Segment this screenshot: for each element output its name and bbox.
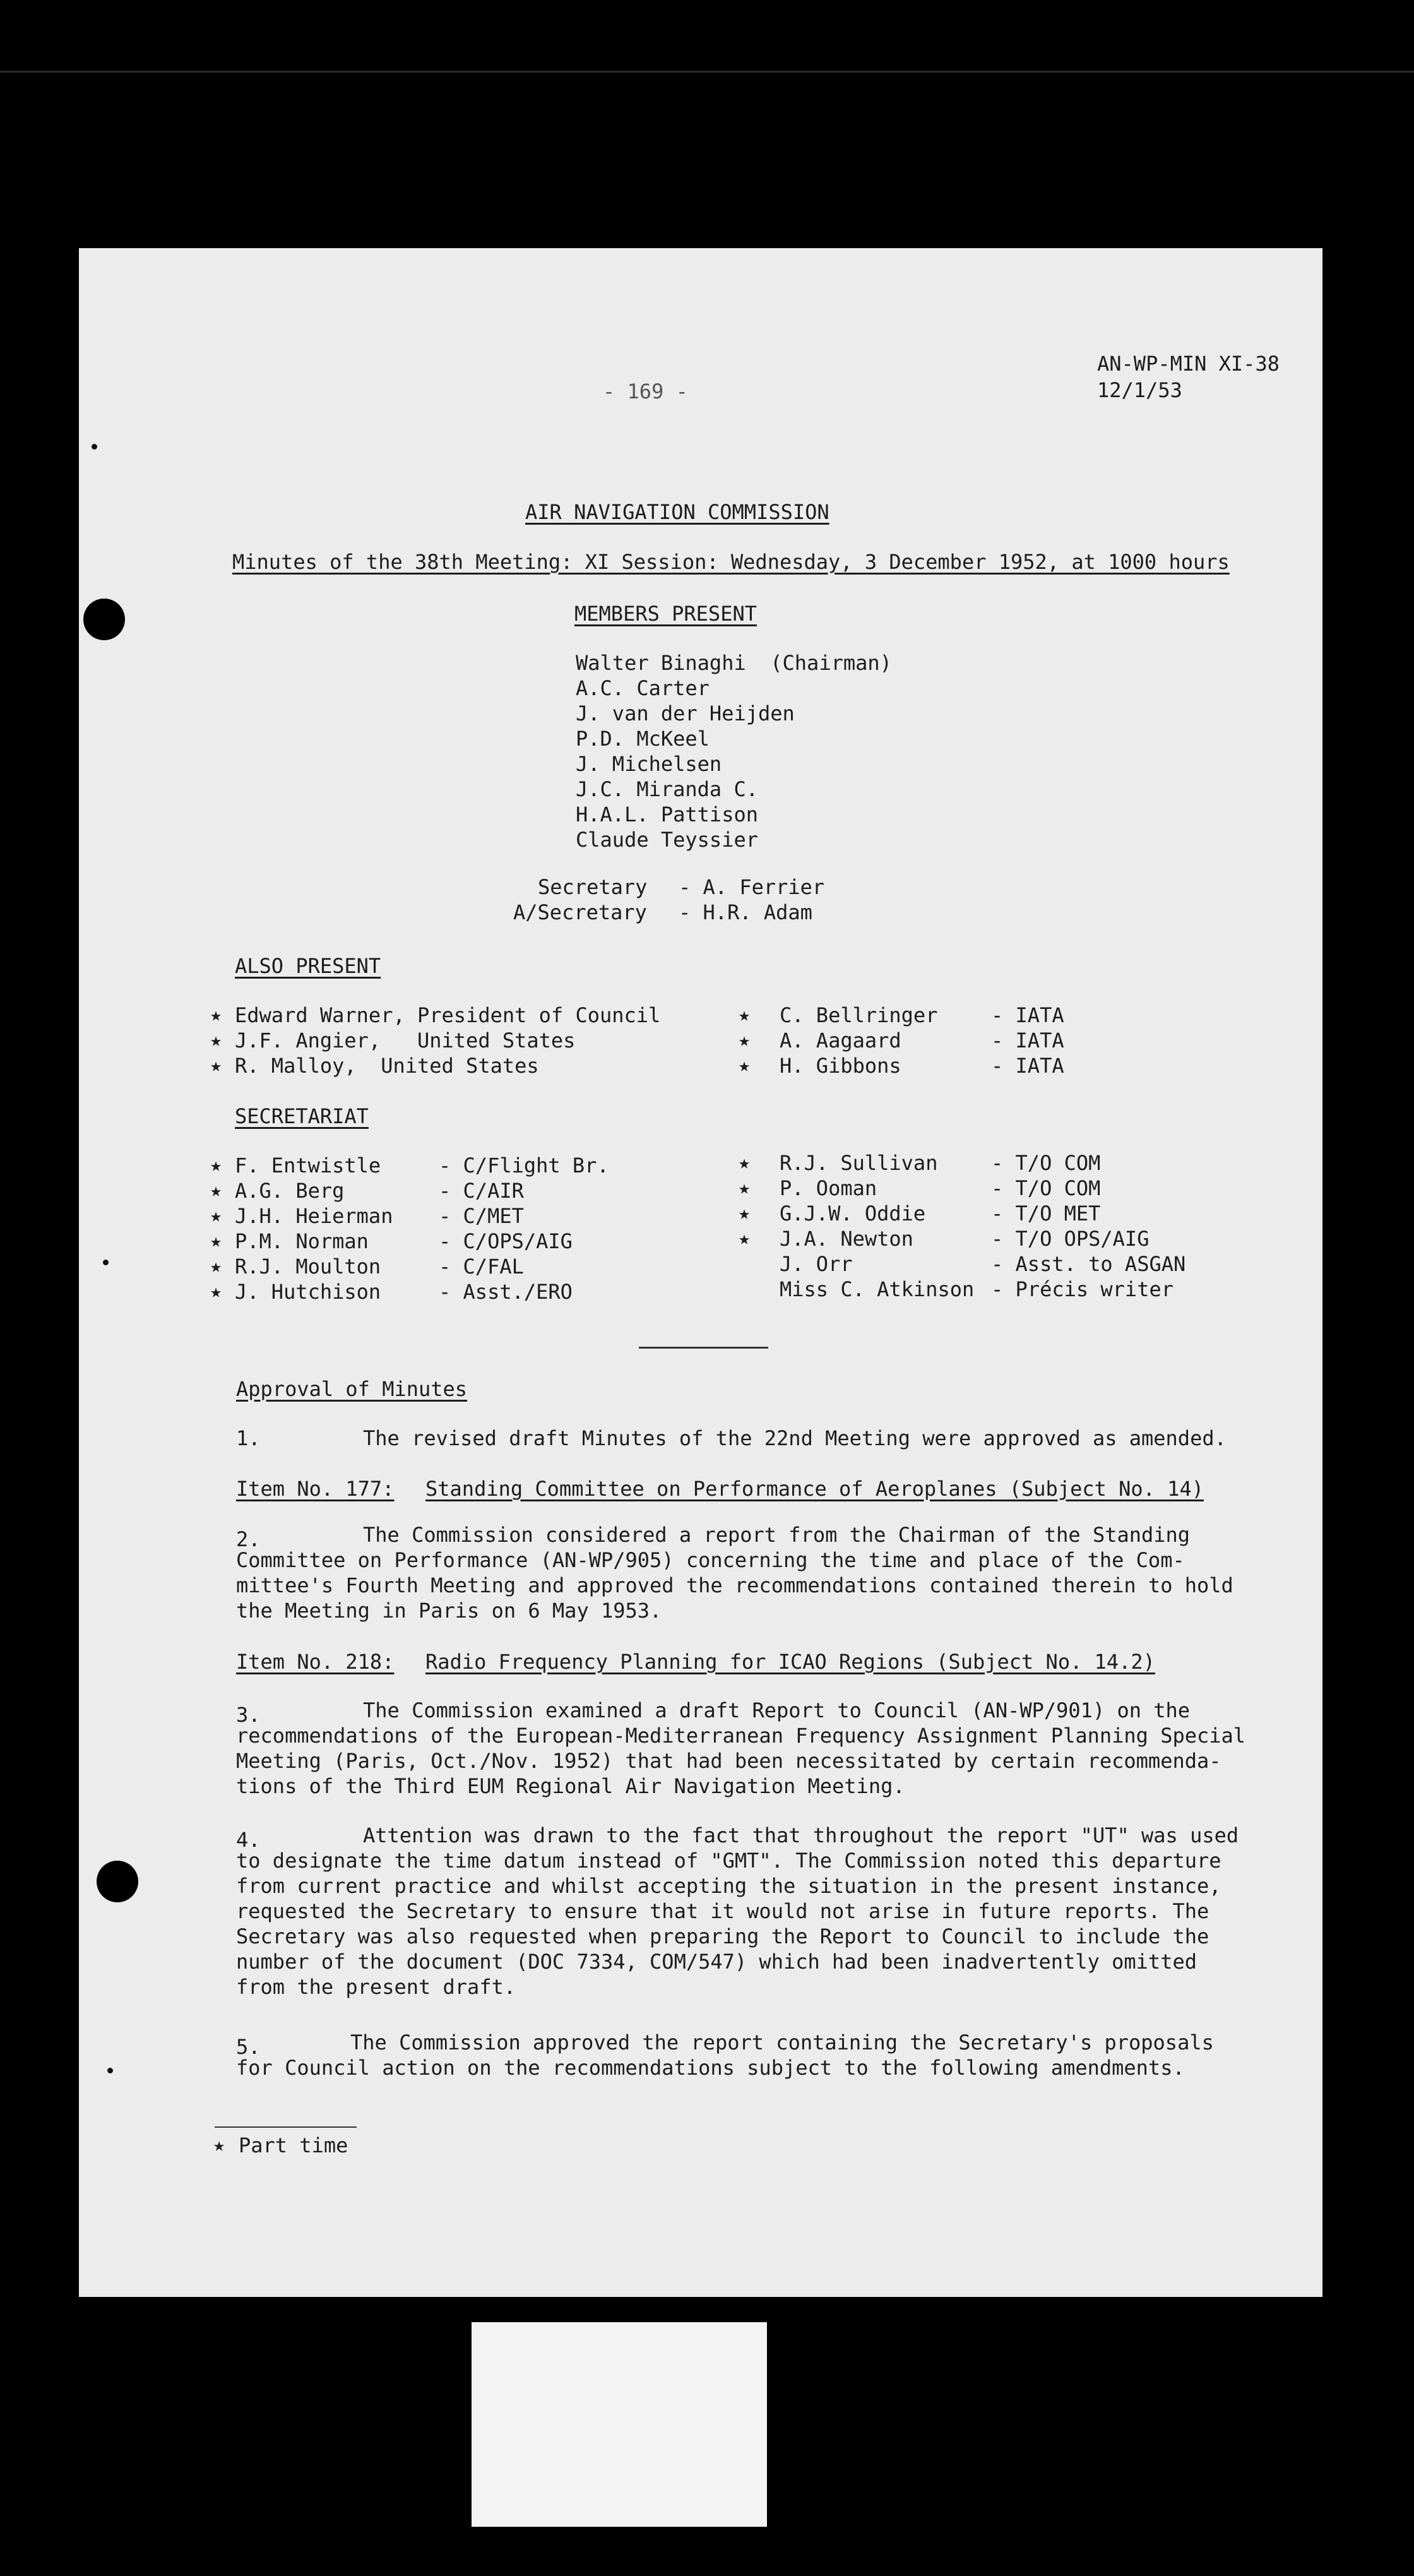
staff-name: P.M. Norman <box>235 1229 369 1253</box>
part-time-marker: ★ <box>210 1179 222 1202</box>
member-name: P.D. McKeel <box>576 727 710 751</box>
paragraph-line: to designate the time datum instead of "GMT". The Commission noted this departure <box>236 1849 1221 1873</box>
staff-post: - Précis writer <box>991 1277 1173 1301</box>
page-number: - 169 - <box>603 379 688 403</box>
attendee-org: - IATA <box>991 1029 1064 1052</box>
paragraph-line: the Meeting in Paris on 6 May 1953. <box>236 1599 662 1623</box>
secretary-label: Secretary <box>538 875 648 899</box>
member-name: J. Michelsen <box>576 752 722 776</box>
attendee: R. Malloy, United States <box>235 1054 539 1078</box>
staff-name: A.G. Berg <box>235 1179 345 1203</box>
minutes-title: Minutes of the 38th Meeting: XI Session: Wednesday, 3 December 1952, at 1000 hours <box>232 550 1230 574</box>
staff-name: J.A. Newton <box>780 1227 913 1251</box>
paragraph-line: recommendations of the European-Mediterranean Frequency Assignment Planning Special <box>236 1724 1246 1748</box>
item-218-title: Radio Frequency Planning for ICAO Regions (Subject No. 14.2) <box>425 1650 1155 1674</box>
paragraph-line: Attention was drawn to the fact that throughout the report "UT" was used <box>363 1823 1239 1847</box>
commission-title: AIR NAVIGATION COMMISSION <box>525 500 829 524</box>
staff-name: Miss C. Atkinson <box>780 1277 975 1301</box>
item-177-title: Standing Committee on Performance of Aeroplanes (Subject No. 14) <box>425 1477 1204 1501</box>
paragraph-line: tions of the Third EUM Regional Air Navigation Meeting. <box>236 1774 905 1798</box>
attendee-name: C. Bellringer <box>780 1003 938 1027</box>
staff-name: J. Orr <box>780 1252 853 1276</box>
member-name: J. van der Heijden <box>576 701 795 725</box>
scan-mark <box>92 444 97 450</box>
paragraph-line: Committee on Performance (AN-WP/905) concerning the time and place of the Com- <box>236 1548 1185 1572</box>
staff-post: - C/Flight Br. <box>439 1154 609 1178</box>
paragraph-1: The revised draft Minutes of the 22nd Meeting were approved as amended. <box>363 1426 1227 1450</box>
paragraph-line: from the present draft. <box>236 1975 516 1999</box>
item-218-label: Item No. 218: <box>236 1650 395 1674</box>
footnote-star: ★ <box>213 2134 225 2156</box>
also-present-heading: ALSO PRESENT <box>235 954 381 978</box>
paragraph-line: from current practice and whilst accepting the situation in the present instance, <box>236 1874 1221 1898</box>
staff-post: - C/MET <box>439 1204 524 1228</box>
attendee: Edward Warner, President of Council <box>235 1003 661 1027</box>
paragraph-line: The Commission examined a draft Report to Council (AN-WP/901) on the <box>363 1698 1191 1722</box>
staff-post: - C/FAL <box>439 1255 524 1279</box>
staff-post: - T/O COM <box>991 1151 1101 1175</box>
part-time-marker: ★ <box>739 1152 751 1174</box>
part-time-marker: ★ <box>739 1177 751 1199</box>
paragraph-number: 3. <box>236 1703 261 1727</box>
footnote-rule <box>215 2126 357 2128</box>
paragraph-number: 4. <box>236 1828 261 1852</box>
asst-secretary-label: A/Secretary <box>513 900 647 924</box>
part-time-marker: ★ <box>210 1205 222 1227</box>
staff-name: R.J. Moulton <box>235 1255 381 1279</box>
attendee: J.F. Angier, United States <box>235 1029 576 1052</box>
paragraph-number: 1. <box>236 1426 261 1450</box>
paragraph-line: The Commission approved the report containing the Secretary's proposals <box>350 2030 1214 2054</box>
paragraph-line: mittee's Fourth Meeting and approved the recommendations contained therein to hold <box>236 1573 1233 1597</box>
punch-hole <box>97 1861 138 1902</box>
members-heading: MEMBERS PRESENT <box>574 602 757 626</box>
staff-name: J. Hutchison <box>235 1280 381 1304</box>
member-name: A.C. Carter <box>576 676 710 700</box>
part-time-marker: ★ <box>739 1004 751 1026</box>
secretary-name: - A. Ferrier <box>679 875 825 899</box>
member-name: Walter Binaghi (Chairman) <box>576 651 892 675</box>
staff-post: - Asst. to ASGAN <box>991 1252 1186 1276</box>
attendee-org: - IATA <box>991 1054 1064 1078</box>
top-rule <box>0 71 1414 73</box>
attendee-org: - IATA <box>991 1003 1064 1027</box>
member-name: Claude Teyssier <box>576 828 758 852</box>
part-time-marker: ★ <box>210 1230 222 1252</box>
staff-name: P. Ooman <box>780 1176 877 1200</box>
paragraph-line: requested the Secretary to ensure that it would not arise in future reports. The <box>236 1899 1209 1923</box>
paragraph-line: The Commission considered a report from the Chairman of the Standing <box>363 1523 1191 1547</box>
paragraph-line: for Council action on the recommendations subject to the following amendments. <box>236 2056 1185 2080</box>
document-reference: AN-WP-MIN XI-38 <box>1097 352 1280 376</box>
staff-post: - Asst./ERO <box>439 1280 573 1304</box>
part-time-marker: ★ <box>739 1202 751 1224</box>
scan-mark <box>103 1260 109 1265</box>
asst-secretary-name: - H.R. Adam <box>679 900 812 924</box>
blank-slip <box>472 2322 767 2527</box>
paragraph-line: Secretary was also requested when preparing the Report to Council to include the <box>236 1924 1209 1948</box>
staff-name: J.H. Heierman <box>235 1204 393 1228</box>
staff-post: - T/O MET <box>991 1202 1101 1225</box>
staff-name: R.J. Sullivan <box>780 1151 938 1175</box>
staff-post: - C/AIR <box>439 1179 524 1203</box>
part-time-marker: ★ <box>210 1029 222 1051</box>
staff-post: - C/OPS/AIG <box>439 1229 573 1253</box>
part-time-marker: ★ <box>210 1004 222 1026</box>
section-divider <box>639 1347 768 1349</box>
footnote-text: Part time <box>239 2133 348 2157</box>
document-date: 12/1/53 <box>1097 378 1182 402</box>
paragraph-number: 2. <box>236 1527 261 1551</box>
paragraph-number: 5. <box>236 2035 261 2059</box>
approval-heading: Approval of Minutes <box>236 1377 468 1401</box>
member-name: J.C. Miranda C. <box>576 777 758 801</box>
item-177-label: Item No. 177: <box>236 1477 395 1501</box>
part-time-marker: ★ <box>739 1029 751 1051</box>
attendee-name: A. Aagaard <box>780 1029 901 1052</box>
paragraph-line: number of the document (DOC 7334, COM/547) which had been inadvertently omitted <box>236 1950 1197 1974</box>
part-time-marker: ★ <box>739 1054 751 1076</box>
part-time-marker: ★ <box>210 1054 222 1076</box>
part-time-marker: ★ <box>210 1280 222 1303</box>
staff-post: - T/O OPS/AIG <box>991 1227 1150 1251</box>
staff-post: - T/O COM <box>991 1176 1101 1200</box>
part-time-marker: ★ <box>210 1255 222 1277</box>
staff-name: G.J.W. Oddie <box>780 1202 926 1225</box>
part-time-marker: ★ <box>739 1227 751 1249</box>
paragraph-line: Meeting (Paris, Oct./Nov. 1952) that had been necessitated by certain recommenda- <box>236 1749 1221 1773</box>
attendee-name: H. Gibbons <box>780 1054 901 1078</box>
member-name: H.A.L. Pattison <box>576 802 758 826</box>
scan-mark <box>107 2068 113 2073</box>
punch-hole <box>83 599 125 640</box>
staff-name: F. Entwistle <box>235 1154 381 1178</box>
part-time-marker: ★ <box>210 1154 222 1176</box>
secretariat-heading: SECRETARIAT <box>235 1104 369 1128</box>
